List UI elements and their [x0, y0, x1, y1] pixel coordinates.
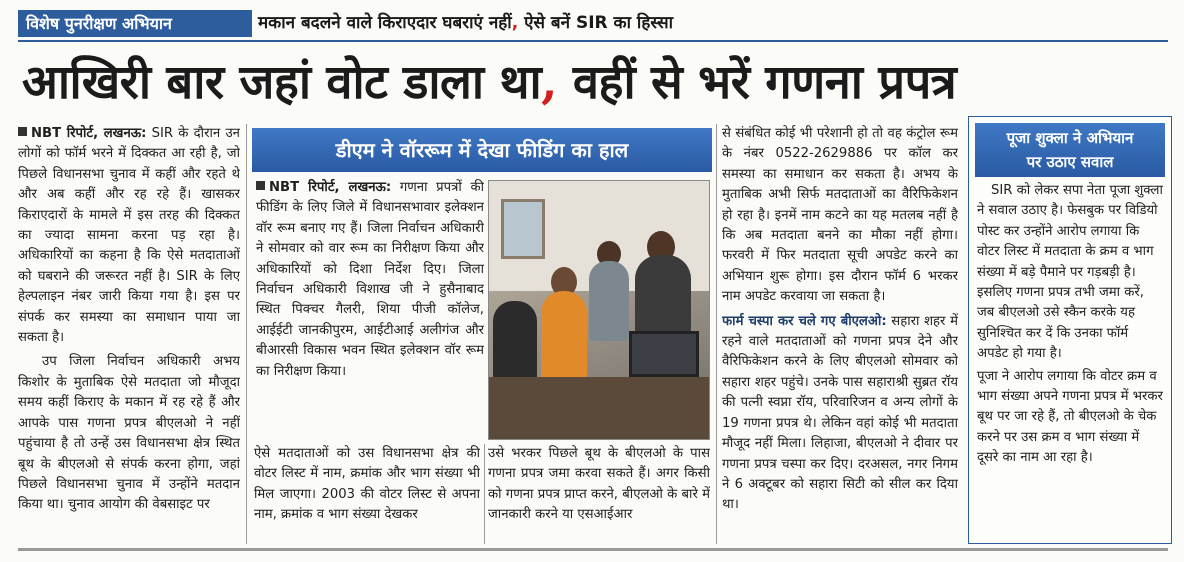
continuation-right-text: उसे भरकर पिछले बूथ के बीएलओ के पास गणना प्रपत्र जमा करवा सकते हैं। अगर किसी को गणना प्रपत्र प्राप्त करने, बीएलओ के बारे में जानकारी करने या एसआईआर	[488, 446, 710, 523]
article-continuation-right	[488, 444, 710, 544]
continuation-left-text: ऐसे मतदाताओं को उस विधानसभा क्षेत्र की वोटर लिस्ट में नाम, क्रमांक और भाग संख्या भी मिल जाएगा। 2003 की वोटर लिस्ट से अपना नाम, क्रमांक व भाग संख्या देखकर	[254, 446, 480, 523]
sidebar-para2: पूजा ने आरोप लगाया कि वोटर क्रम व भाग संख्या अपने गणना प्रपत्र में भरकर बूथ पर जा रहे हैं, तो बीएलओ के चेक करने पर उस क्रम व भाग संख्या में दूसरे का नाम आ रहा है।	[977, 368, 1163, 466]
sidebar-heading-line1: पूजा शुक्ला ने अभियान	[1006, 129, 1134, 147]
bullet-square-icon	[256, 181, 265, 190]
strap-comma: ,	[511, 13, 519, 33]
sidebar-para1: SIR को लेकर सपा नेता पूजा शुक्ला ने सवाल उठाए है। फेसबुक पर विडियो पोस्ट कर उन्होंने आरोप लगाया कि वोटर लिस्ट में मतदाता के क्रम व भाग संख्या में बड़े पैमाने पर गड़बड़ी है। इसलिए गणना प्रपत्र तभी जमा करें, जब बीएलओ उसे स्कैन करके यह सुनिश्चित कर दें कि उनका फॉर्म अपडेट हो गया है।	[977, 183, 1163, 362]
article-column-4	[722, 124, 958, 544]
strap-line	[258, 10, 1158, 37]
photo-person	[541, 291, 587, 381]
section-kicker: विशेष पुनरीक्षण अभियान	[18, 10, 246, 37]
war-room-photo	[488, 180, 710, 440]
column4-para2: सहारा शहर में रहने वाले मतदाताओं को गणना प्रपत्र देने और वैरिफिकेशन करने के लिए बीएलओ सोमवार को सहारा शहर पहुंचे। उनके पास सहाराश्री सुब्रत रॉय की पत्नी स्वप्ना रॉय, परिवारिजन व अन्य लोगों के 19 गणना प्रपत्र थे। लेकिन वहां कोई भी मतदाता मौजूद नहीं मिला। लिहाजा, बीएलओ ने दीवार पर गणना प्रपत्र चस्पा कर दिए। दरअसल, नगर निगम ने 6 अक्टूबर को सहारा सिटी को सील कर दिया था।	[722, 313, 958, 513]
top-rule	[18, 40, 1168, 42]
article-column-1	[18, 124, 240, 544]
headline-part1: आखिरी बार जहां वोट डाला था	[22, 55, 542, 110]
center-para1: गणना प्रपत्रों की फीडिंग के लिए जिले में विधानसभावार इलेक्शन वॉर रूम बनाए गए हैं। जिला निर्वाचन अधिकारी ने सोमवार को वार रूम का निरीक्षण किया और अधिकारियों को दिशा निर्देश दिए। जिला निर्वाचन अधिकारी विशाख जी ने हुसैनाबाद स्थित पिक्चर गैलरी, शिया पीजी कॉलेज, आईईटी जानकीपुरम, आईटीआई अलीगंज और बीआरसी विकास भवन स्थित इलेक्शन वॉर रूम का निरीक्षण किया।	[256, 180, 484, 379]
sidebar-body	[977, 181, 1163, 537]
byline: NBT रिपोर्ट, लखनऊ:	[31, 126, 147, 141]
headline	[22, 48, 1172, 118]
strap-part2: ऐसे बनें SIR का हिस्सा	[518, 13, 674, 33]
sidebar-box	[968, 116, 1172, 544]
headline-part2: वहीं से भरें गणना प्रपत्र	[557, 55, 957, 110]
photo-desk	[489, 377, 709, 440]
photo-person	[493, 301, 537, 381]
bullet-square-icon	[18, 127, 27, 136]
column-divider	[716, 124, 717, 544]
column4-para1: से संबंधित कोई भी परेशानी हो तो वह कंट्रोल रूम के नंबर 0522-2629886 पर कॉल कर समस्या का समाधान कर सकता है। अभय के मुताबिक अभी सिर्फ मतदाताओं का वैरिफिकेशन हो रहा है। इनमें नाम कटने का यह मतलब नहीं है कि अब मतदाता बनने का मौका नहीं होगा। फरवरी में फिर मतदाता सूची अपडेट करने का अभियान शुरू होगा। इस दौरान फॉर्म 6 भरकर नाम अपडेट करवाया जा सकता है।	[722, 126, 958, 305]
bottom-rule	[18, 548, 1168, 551]
headline-comma: ,	[541, 55, 558, 110]
column1-para1: SIR के दौरान उन लोगों को फॉर्म भरने में दिक्कत आ रही है, जो पिछले विधानसभा चुनाव में कहीं और रहते थे और अब कहीं और रह रहे हैं। खासकर किराएदारों के मामले में इस तरह की दिक्कत का ज्यादा सामना करना पड़ रहा है। अधिकारियों का कहना है कि ऐसे मतदाताओं को घबराने की जरूरत नहीं है। SIR के लिए हेल्पलाइन नंबर जारी किया गया है। इस पर संपर्क कर समस्या का समाधान पाया जा सकता है।	[18, 126, 240, 346]
center-byline: NBT रिपोर्ट, लखनऊ:	[269, 180, 392, 195]
column1-para2: उप जिला निर्वाचन अधिकारी अभय किशोर के मुताबिक ऐसे मतदाता जो मौजूदा समय कहीं किराए के मकान में रह रहे हैं और आपके पास गणना प्रपत्र बीएलओ ने नहीं पहुंचाया है तो उन्हें उस विधानसभा क्षेत्र स्थित बूथ के बीएलओ से संपर्क करना होगा, जहां पिछले विधानसभा चुनाव में उन्होंने मतदान किया था। चुनाव आयोग की वेबसाइट पर	[18, 354, 240, 513]
column4-subhead: फार्म चस्पा कर चले गए बीएलओ:	[722, 313, 887, 329]
kicker-accent-bar	[246, 10, 252, 37]
column-divider	[246, 124, 247, 544]
sidebar-heading	[975, 123, 1165, 177]
photo-monitor	[629, 331, 699, 377]
photo-window	[501, 199, 545, 259]
sidebar-heading-line2: पर उठाए सवाल	[1026, 153, 1114, 171]
photo-person	[589, 261, 629, 341]
center-story-text	[256, 178, 484, 440]
article-continuation-left	[254, 444, 480, 544]
strap-part1: मकान बदलने वाले किराएदार घबराएं नहीं	[258, 13, 512, 33]
column-divider	[484, 444, 485, 544]
center-story-heading: डीएम ने वॉररूम में देखा फीडिंग का हाल	[252, 128, 712, 172]
